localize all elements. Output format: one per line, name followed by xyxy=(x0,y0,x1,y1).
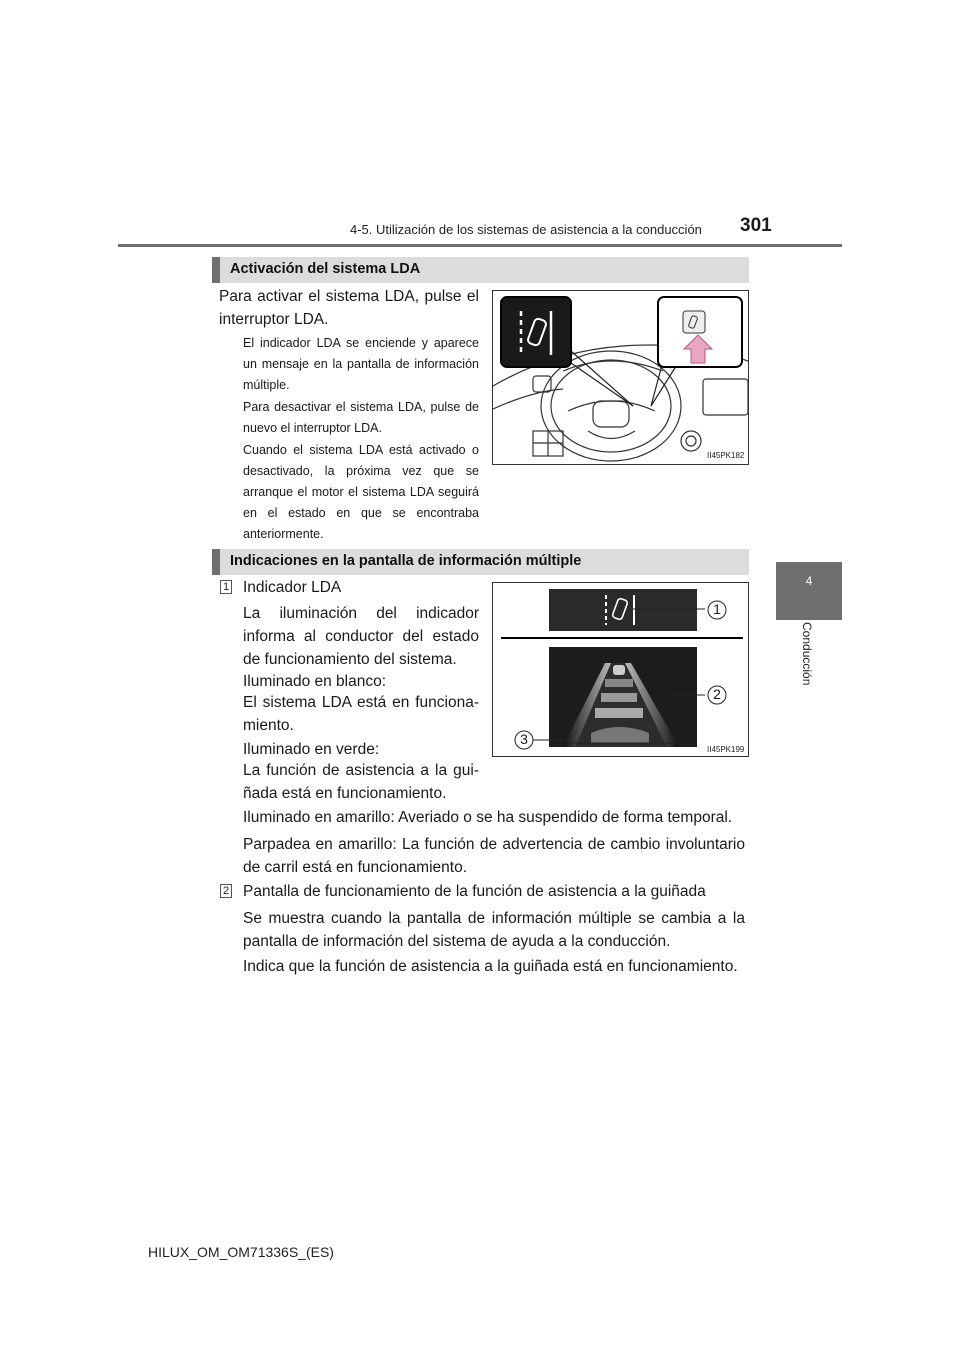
document-footer: HILUX_OM_OM71336S_(ES) xyxy=(148,1244,334,1260)
item-number-1: 1 xyxy=(220,580,232,594)
item1-green-text: La función de asistencia a la guiñada está en funcionamiento. xyxy=(243,762,479,802)
callout-1: 1 xyxy=(713,601,721,617)
activation-note-2: Para desactivar el sistema LDA, pulse de nuevo el interruptor LDA. xyxy=(243,400,479,435)
multi-information-display-illustration xyxy=(492,582,749,757)
item1-white-label: Iluminado en blanco: xyxy=(243,673,387,690)
callout-2: 2 xyxy=(713,686,721,702)
activation-note-3: Cuando el sistema LDA está activado o desactivado, la próxima vez que se arranque el motor el sistema LDA seguirá en el estado en que se encontraba anteriormente. xyxy=(243,443,479,541)
display-drawing xyxy=(493,583,748,756)
section-title-displays: Indicaciones en la pantalla de información múltiple xyxy=(212,549,749,575)
running-header: 4-5. Utilización de los sistemas de asistencia a la conducción xyxy=(350,222,702,237)
figure-code-2: II45PK199 xyxy=(707,745,745,754)
item2-text-1: Se muestra cuando la pantalla de información múltiple se cambia a la pantalla de información del sistema de ayuda a la conducción. xyxy=(243,910,745,950)
lda-switch-illustration xyxy=(492,290,749,465)
item1-amber-flash: Parpadea en amarillo: La función de advertencia de cambio involuntario de carril está en funcionamiento. xyxy=(243,836,745,876)
item2-title: Pantalla de funcionamiento de la función de asistencia a la guiñada xyxy=(243,883,706,900)
activation-note-1: El indicador LDA se enciende y aparece un mensaje en la pantalla de información múltiple. xyxy=(243,336,479,392)
chapter-tab-number: 4 xyxy=(805,574,813,588)
item1-amber: Iluminado en amarillo: Averiado o se ha suspendido de forma temporal. xyxy=(243,809,733,826)
figure-code: II45PK182 xyxy=(707,451,745,460)
chapter-tab xyxy=(776,562,842,620)
section-title-activation: Activación del sistema LDA xyxy=(212,257,749,283)
item1-title: Indicador LDA xyxy=(243,579,342,596)
item1-green-label: Iluminado en verde: xyxy=(243,741,380,758)
item1-white-text: El sistema LDA está en funcionamiento. xyxy=(243,694,479,734)
dashboard-drawing xyxy=(493,291,748,464)
callout-3: 3 xyxy=(520,731,528,747)
header-rule xyxy=(118,244,842,247)
activation-instruction: Para activar el sistema LDA, pulse el interruptor LDA. xyxy=(219,288,479,328)
page-number: 301 xyxy=(740,215,772,236)
item1-description: La iluminación del indicador informa al conductor del estado de funcionamiento del sistema. xyxy=(243,605,479,668)
chapter-tab-label: Conducción xyxy=(800,622,814,686)
item2-text-2: Indica que la función de asistencia a la guiñada está en funcionamiento. xyxy=(243,958,738,975)
item-number-2: 2 xyxy=(220,884,232,898)
